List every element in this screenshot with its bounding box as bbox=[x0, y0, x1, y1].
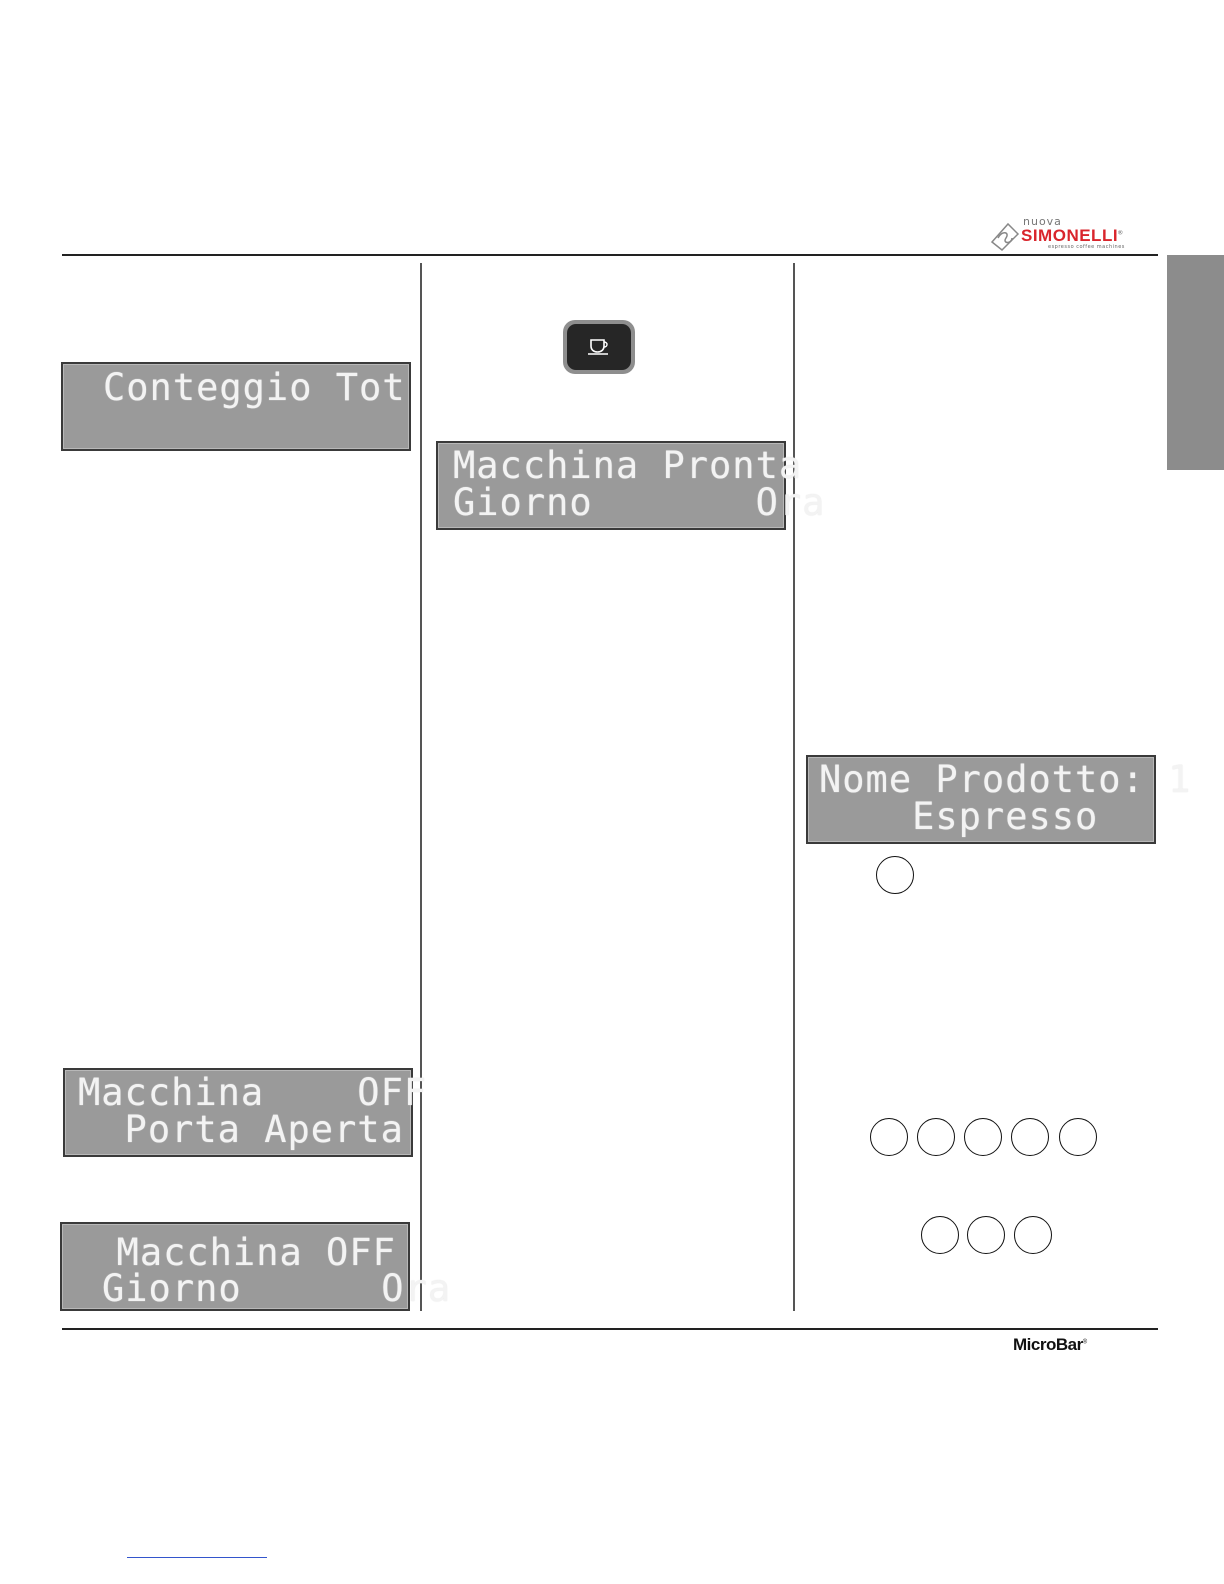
column-divider-right bbox=[793, 263, 795, 1311]
circle-marker bbox=[1059, 1118, 1097, 1156]
circle-marker bbox=[876, 856, 914, 894]
lcd-line-1: Nome Prodotto: 1 bbox=[819, 758, 1192, 801]
brand-small-text: nuova bbox=[1023, 215, 1062, 228]
circle-marker bbox=[1014, 1216, 1052, 1254]
circle-marker bbox=[1011, 1118, 1049, 1156]
lcd-macchina-off-porta-aperta bbox=[63, 1068, 428, 1157]
circle-marker bbox=[917, 1118, 955, 1156]
side-section-tab bbox=[1167, 255, 1224, 470]
lcd-line-1: Conteggio Tot bbox=[103, 366, 406, 409]
circle-marker bbox=[870, 1118, 908, 1156]
simonelli-logo bbox=[988, 212, 1163, 256]
header-rule bbox=[62, 254, 1158, 256]
lcd-line-1: Macchina Pronta bbox=[453, 444, 803, 487]
lcd-macchina-off-giorno-ora bbox=[60, 1222, 452, 1311]
lcd-line-1: Macchina OFF bbox=[70, 1231, 396, 1274]
brand-tagline: espresso coffee machines bbox=[1048, 244, 1125, 250]
lcd-line-2: Porta Aperta bbox=[78, 1108, 404, 1151]
lcd-line-2: Espresso bbox=[819, 795, 1099, 838]
microbar-logo: MicroBar® bbox=[1013, 1335, 1087, 1354]
circle-marker bbox=[964, 1118, 1002, 1156]
footer-rule bbox=[62, 1328, 1158, 1330]
coffee-cup-button[interactable] bbox=[563, 320, 635, 374]
lcd-conteggio-tot bbox=[61, 362, 411, 451]
lcd-macchina-pronta bbox=[436, 441, 826, 530]
column-divider-left bbox=[420, 263, 422, 1311]
brand-name: SIMONELLI® bbox=[1021, 226, 1123, 245]
link-underline bbox=[127, 1557, 267, 1558]
lcd-line-2: Giorno Ora bbox=[453, 481, 826, 524]
lcd-nome-prodotto bbox=[806, 755, 1192, 844]
lcd-line-1: Macchina OFF bbox=[78, 1071, 428, 1114]
simonelli-mark-icon bbox=[988, 218, 1022, 252]
lcd-line-2: Giorno Ora bbox=[102, 1267, 452, 1310]
coffee-cup-icon bbox=[584, 336, 614, 358]
circle-marker bbox=[921, 1216, 959, 1254]
circle-marker bbox=[967, 1216, 1005, 1254]
